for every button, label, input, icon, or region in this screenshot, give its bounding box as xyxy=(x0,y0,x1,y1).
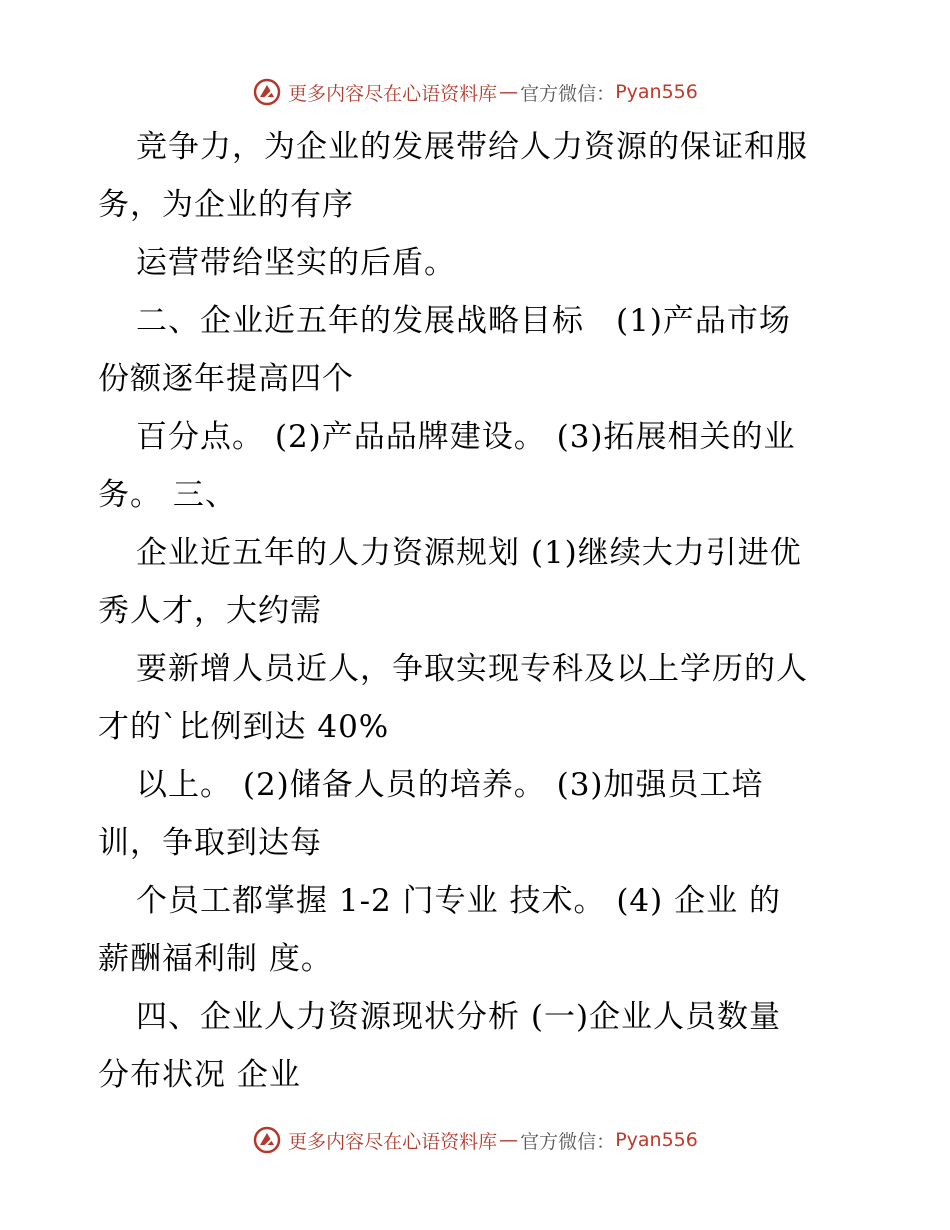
watermark-text: 更多内容尽在心语资料库 xyxy=(288,82,498,105)
watermark-separator: — xyxy=(499,1129,519,1151)
text-line: 才的`比例到达 40% xyxy=(98,709,390,745)
text-line: 分布状况 企业 xyxy=(98,1057,301,1093)
text-line: 秀人才，大约需 xyxy=(98,593,322,629)
text-line: 要新增人员近人，争取实现专科及以上学历的人 xyxy=(136,651,808,687)
watermark-wechat-label: 官方微信： xyxy=(520,82,616,105)
text-line: 务。 三、 xyxy=(98,477,237,513)
watermark-text: 更多内容尽在心语资料库 xyxy=(288,1130,498,1153)
header-watermark xyxy=(0,72,950,112)
text-line: 企业近五年的人力资源规划 (1)继续大力引进优 xyxy=(136,535,802,571)
text-line: 竞争力，为企业的发展带给人力资源的保证和服 xyxy=(136,129,808,165)
footer-watermark xyxy=(0,1120,950,1160)
logo-icon xyxy=(252,1125,282,1155)
watermark-wechat-label: 官方微信： xyxy=(520,1130,616,1153)
text-line: 二、企业近五年的发展战略目标 (1)产品市场 xyxy=(136,303,791,339)
text-line: 薪酬福利制 度。 xyxy=(98,941,333,977)
text-line: 务，为企业的有序 xyxy=(98,187,354,223)
logo-icon xyxy=(252,77,282,107)
document-body xyxy=(98,118,858,1104)
text-line: 训，争取到达每 xyxy=(98,825,322,861)
text-line: 四、企业人力资源现状分析 (一)企业人员数量 xyxy=(136,999,782,1035)
watermark-wechat-id: Pyan556 xyxy=(615,81,698,103)
text-line: 个员工都掌握 1-2 门专业 技术。 (4) 企业 的 xyxy=(136,883,781,919)
watermark-separator: — xyxy=(499,81,519,103)
text-line: 运营带给坚实的后盾。 xyxy=(136,245,456,281)
text-line: 份额逐年提高四个 xyxy=(98,361,354,397)
watermark-wechat-id: Pyan556 xyxy=(615,1129,698,1151)
text-line: 百分点。 (2)产品品牌建设。 (3)拓展相关的业 xyxy=(136,419,796,455)
text-line: 以上。 (2)储备人员的培养。 (3)加强员工培 xyxy=(136,767,764,803)
